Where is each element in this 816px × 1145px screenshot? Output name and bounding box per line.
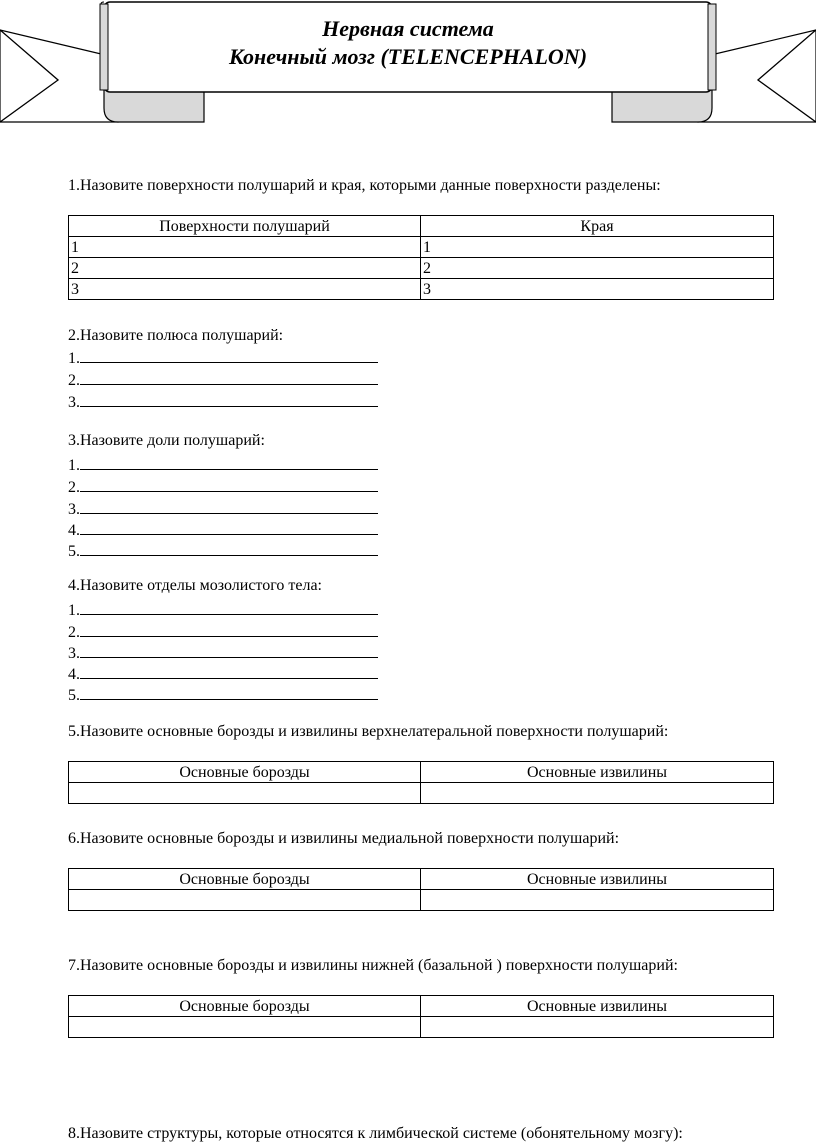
table-row: [69, 279, 774, 300]
cell[interactable]: 1: [69, 237, 421, 258]
table-row: [69, 783, 774, 804]
header-sulci: Основные борозды: [69, 869, 421, 890]
answer-line[interactable]: [68, 662, 378, 685]
cell[interactable]: 2: [421, 258, 774, 279]
blank-line[interactable]: [80, 518, 378, 535]
blank-line[interactable]: [80, 539, 378, 556]
answer-line[interactable]: [68, 346, 378, 369]
question-6: 6.Назовите основные борозды и извилины медиальной поверхности полушарий:: [68, 830, 620, 847]
blank-line[interactable]: [80, 346, 378, 363]
question-2: 2.Назовите полюса полушарий:: [68, 327, 284, 344]
cell[interactable]: [421, 783, 774, 804]
blank-line[interactable]: [80, 641, 378, 658]
header-gyri: Основные извилины: [421, 762, 774, 783]
header-gyri: Основные извилины: [421, 996, 774, 1017]
header-sulci: Основные борозды: [69, 996, 421, 1017]
blank-line[interactable]: [80, 368, 378, 385]
blank-line[interactable]: [80, 497, 378, 514]
blank-line[interactable]: [80, 453, 378, 470]
table-row: [69, 258, 774, 279]
cell[interactable]: 3: [421, 279, 774, 300]
question-8: 8.Назовите структуры, которые относятся к лимбической системе (обонятельному мозгу):: [68, 1125, 683, 1142]
blank-line[interactable]: [80, 390, 378, 407]
title-line-1: Нервная система: [322, 16, 494, 41]
item-number: 5.: [68, 543, 80, 560]
item-number: 4.: [68, 666, 80, 683]
item-number: 3.: [68, 645, 80, 662]
item-number: 5.: [68, 687, 80, 704]
item-number: 2.: [68, 624, 80, 641]
table-header-row: [69, 762, 774, 783]
cell[interactable]: [421, 1017, 774, 1038]
cell[interactable]: 3: [69, 279, 421, 300]
title-line-2: Конечный мозг (TELENCEPHALON): [228, 44, 588, 69]
answer-line[interactable]: [68, 475, 378, 498]
table-row: [69, 1017, 774, 1038]
blank-line[interactable]: [80, 620, 378, 637]
answer-line[interactable]: [68, 518, 378, 541]
table-surfaces-edges: [68, 215, 774, 300]
answer-line[interactable]: [68, 368, 378, 391]
answer-line[interactable]: [68, 497, 378, 520]
table-header-row: [69, 996, 774, 1017]
cell[interactable]: [421, 890, 774, 911]
question-7: 7.Назовите основные борозды и извилины нижней (базальной ) поверхности полушарий:: [68, 957, 678, 974]
answer-line[interactable]: [68, 390, 378, 413]
answer-line[interactable]: [68, 539, 378, 562]
answer-line[interactable]: [68, 641, 378, 664]
cell[interactable]: [69, 890, 421, 911]
blank-line[interactable]: [80, 683, 378, 700]
cell[interactable]: [69, 1017, 421, 1038]
table-row: [69, 237, 774, 258]
item-number: 1.: [68, 457, 80, 474]
item-number: 1.: [68, 602, 80, 619]
cell[interactable]: 2: [69, 258, 421, 279]
cell[interactable]: 1: [421, 237, 774, 258]
header-gyri: Основные извилины: [421, 869, 774, 890]
question-4: 4.Назовите отделы мозолистого тела:: [68, 577, 322, 594]
item-number: 2.: [68, 372, 80, 389]
table-header-row: [69, 869, 774, 890]
table-row: [69, 890, 774, 911]
question-3: 3.Назовите доли полушарий:: [68, 432, 265, 449]
item-number: 3.: [68, 394, 80, 411]
item-number: 2.: [68, 479, 80, 496]
blank-line[interactable]: [80, 475, 378, 492]
answer-line[interactable]: [68, 598, 378, 621]
table-medial: [68, 868, 774, 911]
cell[interactable]: [69, 783, 421, 804]
table-superolateral: [68, 761, 774, 804]
header-edges: Края: [421, 216, 774, 237]
header-sulci: Основные борозды: [69, 762, 421, 783]
question-1: 1.Назовите поверхности полушарий и края, которыми данные поверхности разделены:: [68, 177, 661, 194]
blank-line[interactable]: [80, 662, 378, 679]
item-number: 3.: [68, 501, 80, 518]
answer-line[interactable]: [68, 453, 378, 476]
answer-line[interactable]: [68, 683, 378, 706]
header-surfaces: Поверхности полушарий: [69, 216, 421, 237]
blank-line[interactable]: [80, 598, 378, 615]
table-header-row: [69, 216, 774, 237]
question-5: 5.Назовите основные борозды и извилины верхнелатеральной поверхности полушарий:: [68, 723, 669, 740]
table-basal: [68, 995, 774, 1038]
answer-line[interactable]: [68, 620, 378, 643]
item-number: 1.: [68, 350, 80, 367]
item-number: 4.: [68, 522, 80, 539]
